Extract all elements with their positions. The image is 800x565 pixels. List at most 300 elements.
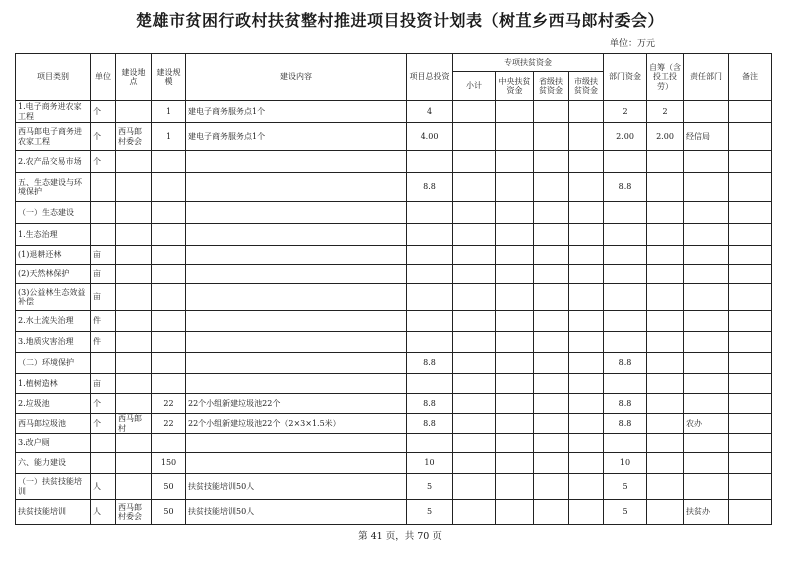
header-category: 项目类别	[16, 54, 91, 101]
cell-provincial	[534, 374, 569, 394]
cell-scale: 22	[152, 414, 186, 434]
cell-scale: 50	[152, 474, 186, 500]
cell-unit: 件	[91, 332, 116, 353]
cell-municipal	[569, 265, 604, 284]
cell-unit: 亩	[91, 284, 116, 311]
cell-municipal	[569, 202, 604, 224]
cell-provincial	[534, 265, 569, 284]
cell-remark	[729, 151, 772, 173]
cell-dept	[604, 246, 647, 265]
table-row	[16, 474, 772, 500]
cell-self	[647, 332, 684, 353]
cell-resp	[684, 284, 729, 311]
cell-category: 2.农产品交易市场	[16, 151, 91, 173]
cell-total	[407, 434, 453, 453]
cell-subtotal	[453, 374, 496, 394]
cell-scale	[152, 311, 186, 332]
cell-subtotal	[453, 453, 496, 474]
cell-self	[647, 353, 684, 374]
cell-resp	[684, 374, 729, 394]
cell-dept	[604, 151, 647, 173]
table-row	[16, 434, 772, 453]
cell-total: 4	[407, 101, 453, 123]
cell-content	[186, 374, 407, 394]
cell-central	[496, 332, 534, 353]
cell-dept: 8.8	[604, 394, 647, 414]
cell-self	[647, 374, 684, 394]
cell-category: 六、能力建设	[16, 453, 91, 474]
cell-provincial	[534, 123, 569, 151]
cell-resp	[684, 151, 729, 173]
cell-self	[647, 500, 684, 525]
cell-dept	[604, 265, 647, 284]
cell-dept: 8.8	[604, 353, 647, 374]
cell-central	[496, 474, 534, 500]
cell-subtotal	[453, 414, 496, 434]
header-location: 建设地点	[116, 54, 152, 101]
cell-dept	[604, 284, 647, 311]
cell-provincial	[534, 173, 569, 202]
cell-dept: 5	[604, 474, 647, 500]
page-title: 楚雄市贫困行政村扶贫整村推进项目投资计划表（树苴乡西马郎村委会）	[135, 11, 664, 30]
cell-total: 8.8	[407, 414, 453, 434]
cell-location	[116, 474, 152, 500]
cell-remark	[729, 173, 772, 202]
cell-location	[116, 434, 152, 453]
table-row	[16, 394, 772, 414]
cell-category: （一）生态建设	[16, 202, 91, 224]
cell-municipal	[569, 332, 604, 353]
header-provincial: 省级扶贫资金	[534, 72, 569, 101]
cell-remark	[729, 374, 772, 394]
cell-dept	[604, 202, 647, 224]
cell-unit	[91, 353, 116, 374]
cell-central	[496, 353, 534, 374]
cell-self	[647, 453, 684, 474]
cell-scale	[152, 151, 186, 173]
page-number: 第 41 页，共 70 页	[358, 531, 442, 542]
cell-content	[186, 284, 407, 311]
cell-unit: 个	[91, 123, 116, 151]
cell-self	[647, 434, 684, 453]
cell-total	[407, 374, 453, 394]
cell-content	[186, 151, 407, 173]
cell-unit: 个	[91, 101, 116, 123]
cell-provincial	[534, 202, 569, 224]
cell-resp	[684, 353, 729, 374]
cell-unit: 人	[91, 500, 116, 525]
cell-provincial	[534, 332, 569, 353]
cell-content: 扶贫技能培训50人	[186, 474, 407, 500]
cell-unit	[91, 202, 116, 224]
cell-municipal	[569, 123, 604, 151]
cell-resp	[684, 265, 729, 284]
cell-total	[407, 224, 453, 246]
cell-remark	[729, 434, 772, 453]
cell-self	[647, 173, 684, 202]
cell-self	[647, 474, 684, 500]
cell-location	[116, 311, 152, 332]
cell-total	[407, 311, 453, 332]
table-row	[16, 265, 772, 284]
cell-category: (2)天然林保护	[16, 265, 91, 284]
cell-subtotal	[453, 173, 496, 202]
cell-municipal	[569, 474, 604, 500]
cell-provincial	[534, 474, 569, 500]
cell-content	[186, 224, 407, 246]
cell-resp: 农办	[684, 414, 729, 434]
table-row	[16, 173, 772, 202]
cell-unit: 个	[91, 394, 116, 414]
cell-total	[407, 246, 453, 265]
cell-dept	[604, 434, 647, 453]
cell-unit: 个	[91, 414, 116, 434]
cell-municipal	[569, 284, 604, 311]
cell-municipal	[569, 414, 604, 434]
cell-resp	[684, 224, 729, 246]
cell-total	[407, 202, 453, 224]
cell-remark	[729, 202, 772, 224]
cell-remark	[729, 453, 772, 474]
cell-provincial	[534, 311, 569, 332]
cell-central	[496, 151, 534, 173]
cell-dept: 5	[604, 500, 647, 525]
cell-remark	[729, 123, 772, 151]
cell-remark	[729, 284, 772, 311]
cell-category: 2.垃圾池	[16, 394, 91, 414]
cell-resp	[684, 474, 729, 500]
cell-self: 2	[647, 101, 684, 123]
cell-total	[407, 151, 453, 173]
cell-unit: 件	[91, 311, 116, 332]
cell-unit	[91, 173, 116, 202]
cell-provincial	[534, 434, 569, 453]
cell-resp	[684, 202, 729, 224]
cell-subtotal	[453, 284, 496, 311]
cell-provincial	[534, 284, 569, 311]
cell-category: 1.电子商务进农家工程	[16, 101, 91, 123]
cell-unit	[91, 224, 116, 246]
cell-remark	[729, 265, 772, 284]
unit-label: 单位：万元	[610, 39, 656, 49]
cell-subtotal	[453, 500, 496, 525]
cell-dept: 2	[604, 101, 647, 123]
cell-category: 扶贫技能培训	[16, 500, 91, 525]
cell-location: 西马郎村	[116, 414, 152, 434]
cell-municipal	[569, 353, 604, 374]
cell-scale	[152, 265, 186, 284]
cell-content: 扶贫技能培训50人	[186, 500, 407, 525]
cell-dept	[604, 311, 647, 332]
cell-scale: 22	[152, 394, 186, 414]
table-row	[16, 224, 772, 246]
cell-category: 1.植树造林	[16, 374, 91, 394]
cell-resp	[684, 394, 729, 414]
header-unit: 单位	[91, 54, 116, 101]
cell-remark	[729, 246, 772, 265]
cell-category: 西马郎电子商务进农家工程	[16, 123, 91, 151]
cell-total: 8.8	[407, 394, 453, 414]
table-row	[16, 500, 772, 525]
cell-central	[496, 246, 534, 265]
cell-municipal	[569, 394, 604, 414]
cell-self	[647, 246, 684, 265]
cell-location	[116, 202, 152, 224]
cell-resp	[684, 246, 729, 265]
cell-subtotal	[453, 246, 496, 265]
cell-location	[116, 353, 152, 374]
cell-total	[407, 332, 453, 353]
cell-total: 10	[407, 453, 453, 474]
cell-municipal	[569, 101, 604, 123]
cell-remark	[729, 332, 772, 353]
cell-subtotal	[453, 394, 496, 414]
cell-category: 3.地质灾害治理	[16, 332, 91, 353]
cell-total: 4.00	[407, 123, 453, 151]
table-row	[16, 246, 772, 265]
cell-subtotal	[453, 224, 496, 246]
cell-category: （二）环境保护	[16, 353, 91, 374]
table-body	[16, 101, 772, 525]
cell-location: 西马郎村委会	[116, 500, 152, 525]
header-municipal: 市级扶贫资金	[569, 72, 604, 101]
cell-provincial	[534, 453, 569, 474]
cell-remark	[729, 353, 772, 374]
header-self: 自筹（含投工投劳）	[647, 54, 684, 101]
cell-location	[116, 101, 152, 123]
cell-resp: 扶贫办	[684, 500, 729, 525]
table-row	[16, 123, 772, 151]
cell-subtotal	[453, 101, 496, 123]
cell-self	[647, 224, 684, 246]
cell-content	[186, 353, 407, 374]
cell-scale	[152, 173, 186, 202]
cell-unit: 亩	[91, 246, 116, 265]
cell-provincial	[534, 500, 569, 525]
cell-unit: 亩	[91, 374, 116, 394]
cell-location	[116, 453, 152, 474]
cell-content	[186, 453, 407, 474]
cell-central	[496, 224, 534, 246]
cell-central	[496, 414, 534, 434]
cell-central	[496, 394, 534, 414]
cell-central	[496, 374, 534, 394]
cell-unit: 亩	[91, 265, 116, 284]
cell-scale: 50	[152, 500, 186, 525]
cell-content: 22个小组新建垃圾池22个	[186, 394, 407, 414]
cell-location	[116, 246, 152, 265]
cell-self	[647, 265, 684, 284]
cell-category: 3.改户厕	[16, 434, 91, 453]
cell-resp	[684, 101, 729, 123]
header-central: 中央扶贫资金	[496, 72, 534, 101]
cell-provincial	[534, 414, 569, 434]
cell-municipal	[569, 500, 604, 525]
cell-content	[186, 202, 407, 224]
table-row	[16, 332, 772, 353]
cell-subtotal	[453, 202, 496, 224]
cell-location	[116, 374, 152, 394]
cell-central	[496, 500, 534, 525]
cell-self	[647, 394, 684, 414]
cell-location	[116, 173, 152, 202]
cell-total: 5	[407, 474, 453, 500]
cell-remark	[729, 311, 772, 332]
cell-subtotal	[453, 265, 496, 284]
cell-central	[496, 123, 534, 151]
cell-subtotal	[453, 311, 496, 332]
cell-municipal	[569, 173, 604, 202]
cell-resp	[684, 434, 729, 453]
table-row	[16, 453, 772, 474]
cell-location: 西马郎村委会	[116, 123, 152, 151]
cell-content	[186, 265, 407, 284]
cell-scale	[152, 434, 186, 453]
cell-subtotal	[453, 123, 496, 151]
cell-dept	[604, 374, 647, 394]
cell-content: 建电子商务服务点1个	[186, 101, 407, 123]
cell-content: 建电子商务服务点1个	[186, 123, 407, 151]
cell-total: 8.8	[407, 173, 453, 202]
cell-category: 五、生态建设与环境保护	[16, 173, 91, 202]
cell-category: 2.水土流失治理	[16, 311, 91, 332]
cell-total	[407, 284, 453, 311]
cell-central	[496, 434, 534, 453]
cell-municipal	[569, 311, 604, 332]
cell-category: 1.生态治理	[16, 224, 91, 246]
cell-scale: 150	[152, 453, 186, 474]
cell-provincial	[534, 101, 569, 123]
cell-self	[647, 151, 684, 173]
cell-category: （一）扶贫技能培训	[16, 474, 91, 500]
cell-scale: 1	[152, 123, 186, 151]
cell-subtotal	[453, 151, 496, 173]
table-row	[16, 414, 772, 434]
cell-dept	[604, 224, 647, 246]
cell-total	[407, 265, 453, 284]
cell-provincial	[534, 151, 569, 173]
cell-municipal	[569, 224, 604, 246]
cell-central	[496, 284, 534, 311]
cell-unit	[91, 453, 116, 474]
cell-remark	[729, 474, 772, 500]
cell-category: 西马郎垃圾池	[16, 414, 91, 434]
cell-content	[186, 332, 407, 353]
cell-unit: 人	[91, 474, 116, 500]
cell-scale	[152, 332, 186, 353]
cell-central	[496, 101, 534, 123]
cell-location	[116, 224, 152, 246]
table-row	[16, 101, 772, 123]
cell-central	[496, 173, 534, 202]
table-row	[16, 353, 772, 374]
header-scale: 建设规模	[152, 54, 186, 101]
header-total: 项目总投资	[407, 54, 453, 101]
cell-category: (3)公益林生态效益补偿	[16, 284, 91, 311]
cell-provincial	[534, 246, 569, 265]
cell-municipal	[569, 453, 604, 474]
cell-scale	[152, 374, 186, 394]
cell-subtotal	[453, 434, 496, 453]
cell-remark	[729, 224, 772, 246]
cell-content: 22个小组新建垃圾池22个（2×3×1.5米）	[186, 414, 407, 434]
cell-scale	[152, 353, 186, 374]
cell-dept: 2.00	[604, 123, 647, 151]
header-dept: 部门资金	[604, 54, 647, 101]
table-row	[16, 284, 772, 311]
header-resp: 责任部门	[684, 54, 729, 101]
cell-dept: 10	[604, 453, 647, 474]
cell-location	[116, 151, 152, 173]
header-subtotal: 小计	[453, 72, 496, 101]
cell-location	[116, 332, 152, 353]
cell-central	[496, 453, 534, 474]
cell-scale	[152, 202, 186, 224]
cell-remark	[729, 101, 772, 123]
cell-dept: 8.8	[604, 414, 647, 434]
cell-location	[116, 265, 152, 284]
cell-remark	[729, 414, 772, 434]
cell-dept: 8.8	[604, 173, 647, 202]
cell-self	[647, 202, 684, 224]
cell-unit: 个	[91, 151, 116, 173]
cell-scale	[152, 284, 186, 311]
header-special-fund: 专项扶贫资金	[453, 54, 604, 72]
cell-unit	[91, 434, 116, 453]
cell-resp	[684, 332, 729, 353]
cell-central	[496, 202, 534, 224]
investment-plan-table	[15, 53, 772, 525]
cell-central	[496, 311, 534, 332]
cell-category: (1)退耕还林	[16, 246, 91, 265]
cell-resp: 经信局	[684, 123, 729, 151]
cell-scale: 1	[152, 101, 186, 123]
cell-location	[116, 394, 152, 414]
cell-self	[647, 311, 684, 332]
cell-dept	[604, 332, 647, 353]
cell-municipal	[569, 246, 604, 265]
cell-provincial	[534, 224, 569, 246]
cell-content	[186, 246, 407, 265]
header-remark: 备注	[729, 54, 772, 101]
cell-content	[186, 434, 407, 453]
cell-municipal	[569, 151, 604, 173]
cell-central	[496, 265, 534, 284]
cell-location	[116, 284, 152, 311]
cell-remark	[729, 500, 772, 525]
cell-municipal	[569, 374, 604, 394]
cell-content	[186, 311, 407, 332]
cell-provincial	[534, 353, 569, 374]
table-row	[16, 202, 772, 224]
cell-subtotal	[453, 353, 496, 374]
table-row	[16, 374, 772, 394]
cell-self	[647, 284, 684, 311]
header-content: 建设内容	[186, 54, 407, 101]
cell-resp	[684, 453, 729, 474]
cell-municipal	[569, 434, 604, 453]
cell-self	[647, 414, 684, 434]
cell-total: 5	[407, 500, 453, 525]
cell-subtotal	[453, 474, 496, 500]
cell-subtotal	[453, 332, 496, 353]
table-row	[16, 311, 772, 332]
cell-remark	[729, 394, 772, 414]
cell-provincial	[534, 394, 569, 414]
cell-scale	[152, 246, 186, 265]
cell-self: 2.00	[647, 123, 684, 151]
cell-scale	[152, 224, 186, 246]
